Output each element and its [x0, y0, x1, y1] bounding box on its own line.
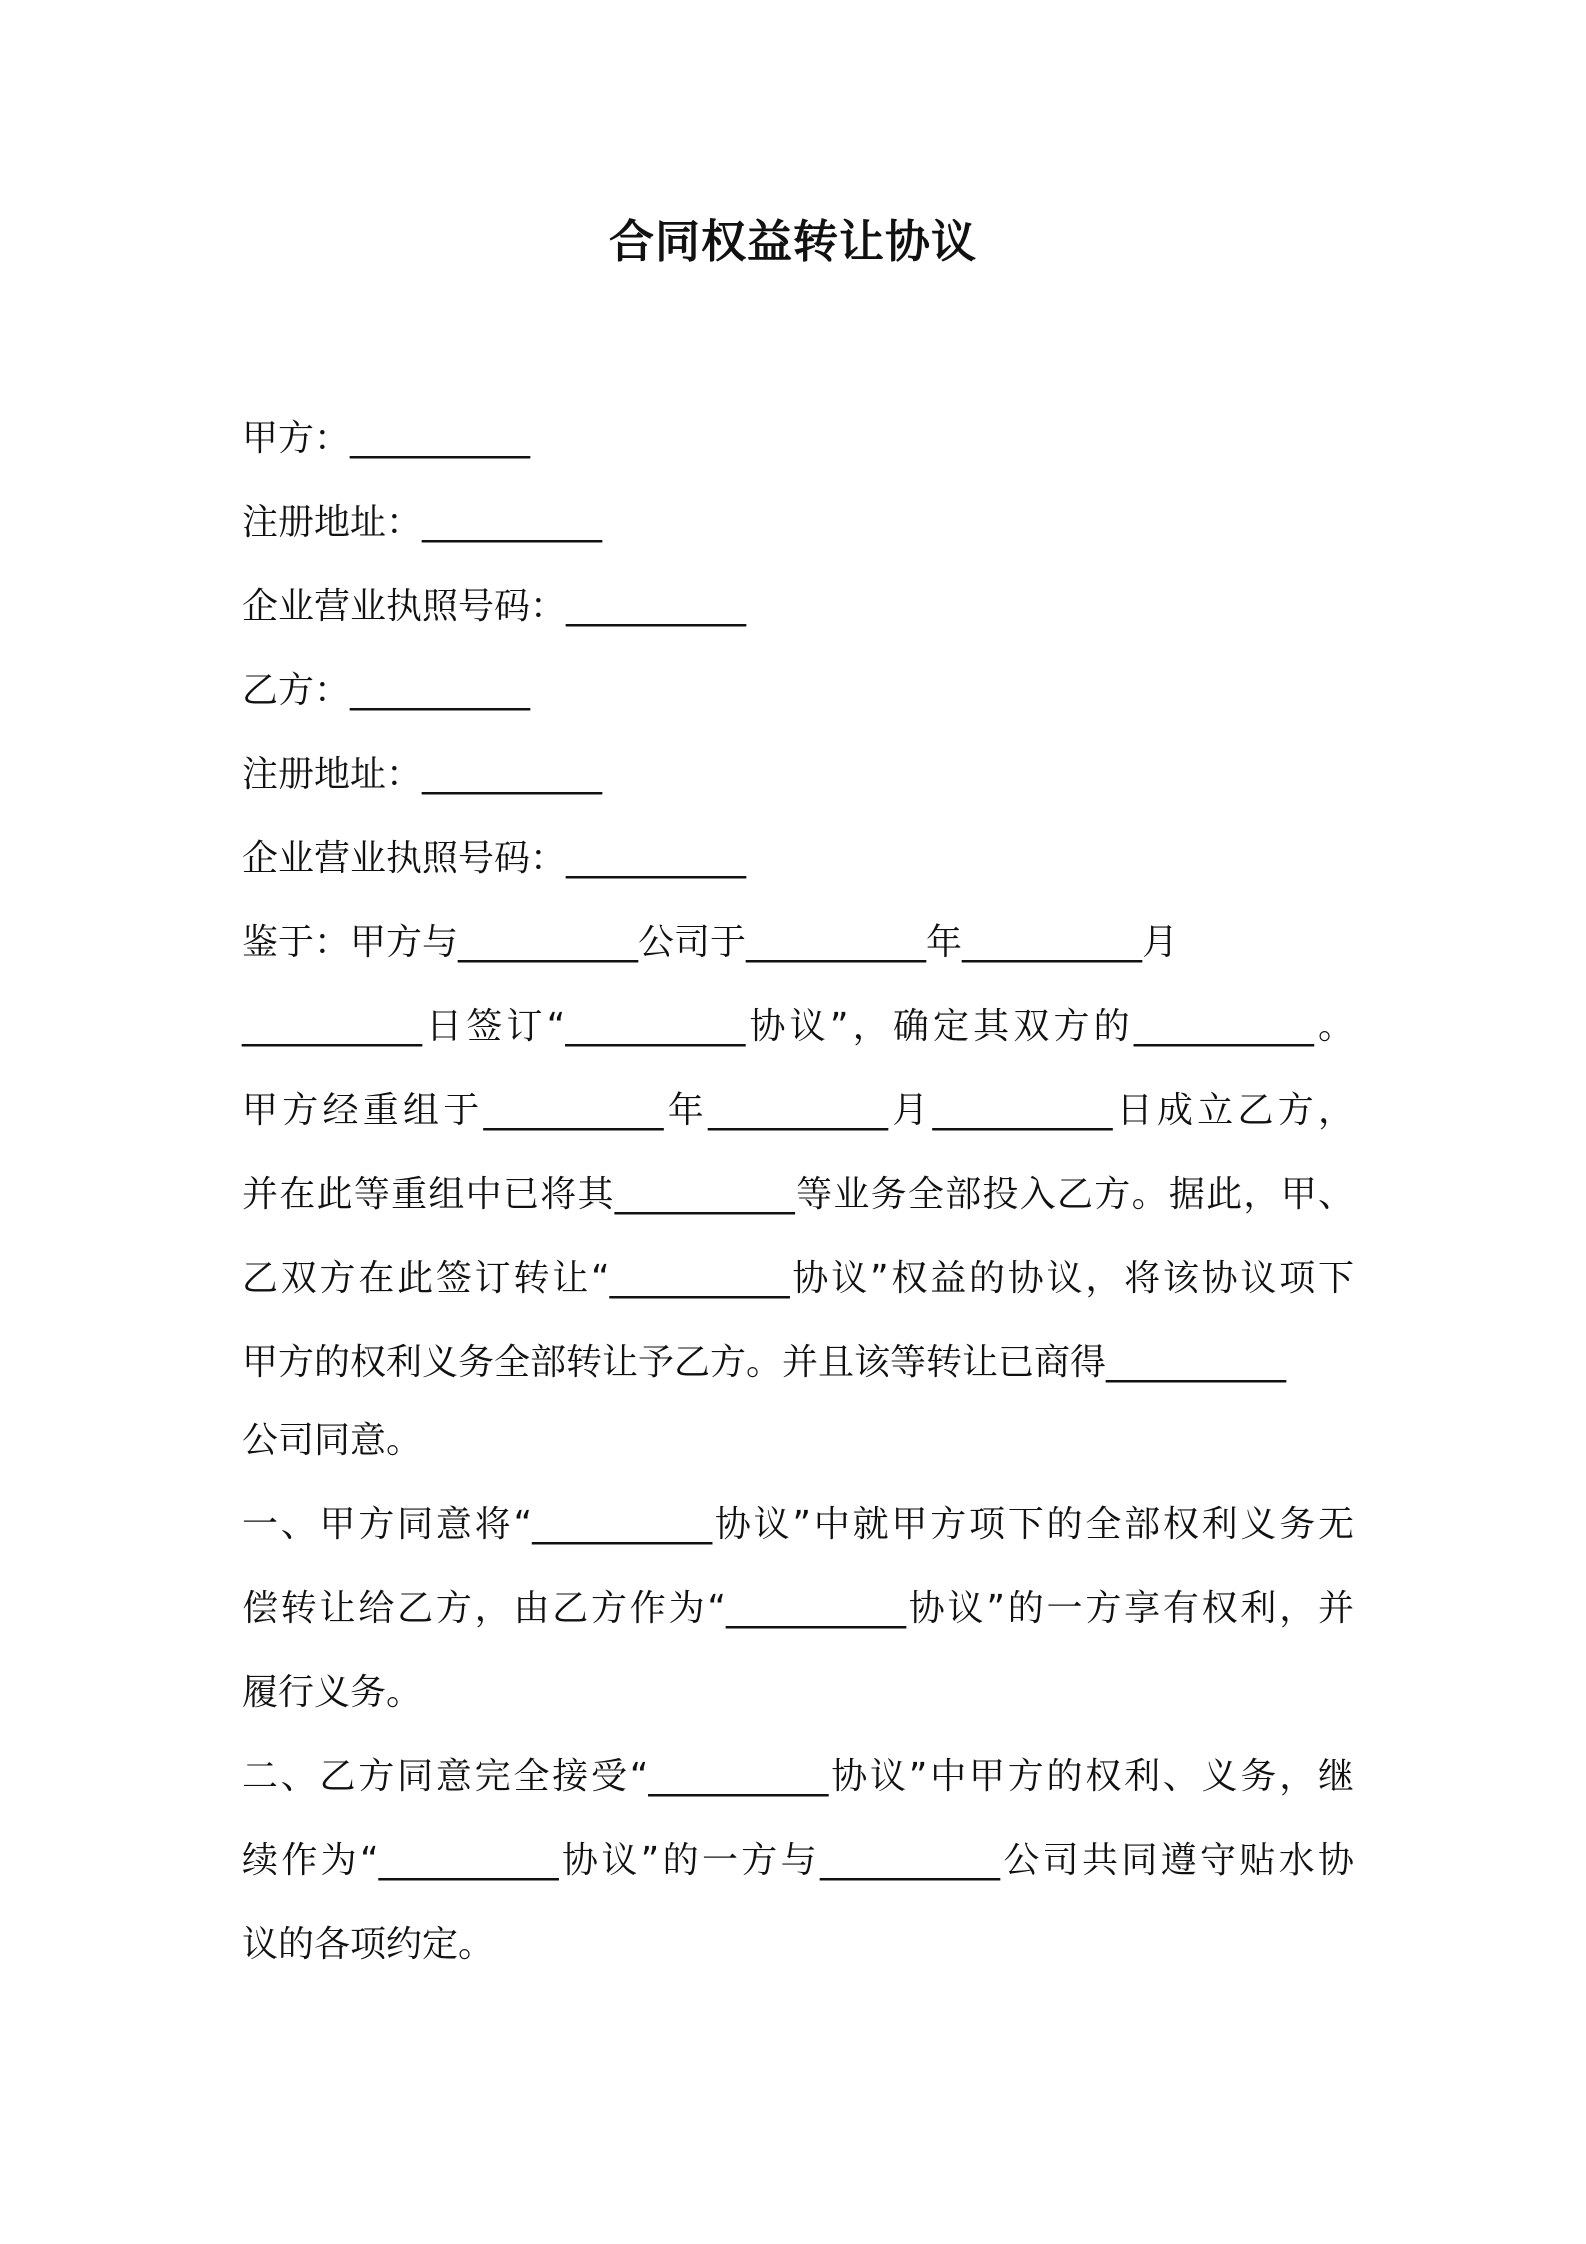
clause-1-line-1: 一、甲方同意将“__________协议”中就甲方项下的全部权利义务无 — [242, 1504, 1354, 1545]
preamble-line-1: 鉴于：甲方与__________公司于__________年__________月 — [242, 922, 1179, 963]
document-title: 合同权益转让协议 — [608, 215, 977, 268]
clause-1-line-3: 履行义务。 — [242, 1672, 423, 1713]
clause-2-line-2: 续作为“__________协议”的一方与__________公司共同遵守贴水协 — [242, 1840, 1354, 1881]
party-b-license-line: 企业营业执照号码：__________ — [242, 838, 747, 879]
preamble-line-5: 乙双方在此签订转让“__________协议”权益的协议，将该协议项下 — [242, 1258, 1354, 1299]
party-b-address-line: 注册地址：__________ — [242, 754, 603, 795]
clause-2-line-1: 二、乙方同意完全接受“__________协议”中甲方的权利、义务，继 — [242, 1756, 1354, 1797]
party-a-address-line: 注册地址：__________ — [242, 502, 603, 543]
clause-2-line-3: 议的各项约定。 — [242, 1924, 495, 1965]
party-b-name-line: 乙方：__________ — [242, 670, 531, 711]
preamble-line-2: __________日签订“__________协议”，确定其双方的__________。 — [242, 1006, 1354, 1047]
party-a-license-line: 企业营业执照号码：__________ — [242, 586, 747, 627]
clause-1-line-2: 偿转让给乙方，由乙方作为“__________协议”的一方享有权利，并 — [242, 1588, 1354, 1629]
preamble-line-7: 公司同意。 — [242, 1420, 423, 1461]
preamble-line-4: 并在此等重组中已将其__________等业务全部投入乙方。据此，甲、 — [242, 1174, 1354, 1215]
preamble-line-6: 甲方的权利义务全部转让予乙方。并且该等转让已商得__________ — [242, 1342, 1287, 1383]
preamble-line-3: 甲方经重组于__________年__________月__________日成立乙方， — [242, 1090, 1354, 1131]
party-a-name-line: 甲方：__________ — [242, 418, 531, 459]
